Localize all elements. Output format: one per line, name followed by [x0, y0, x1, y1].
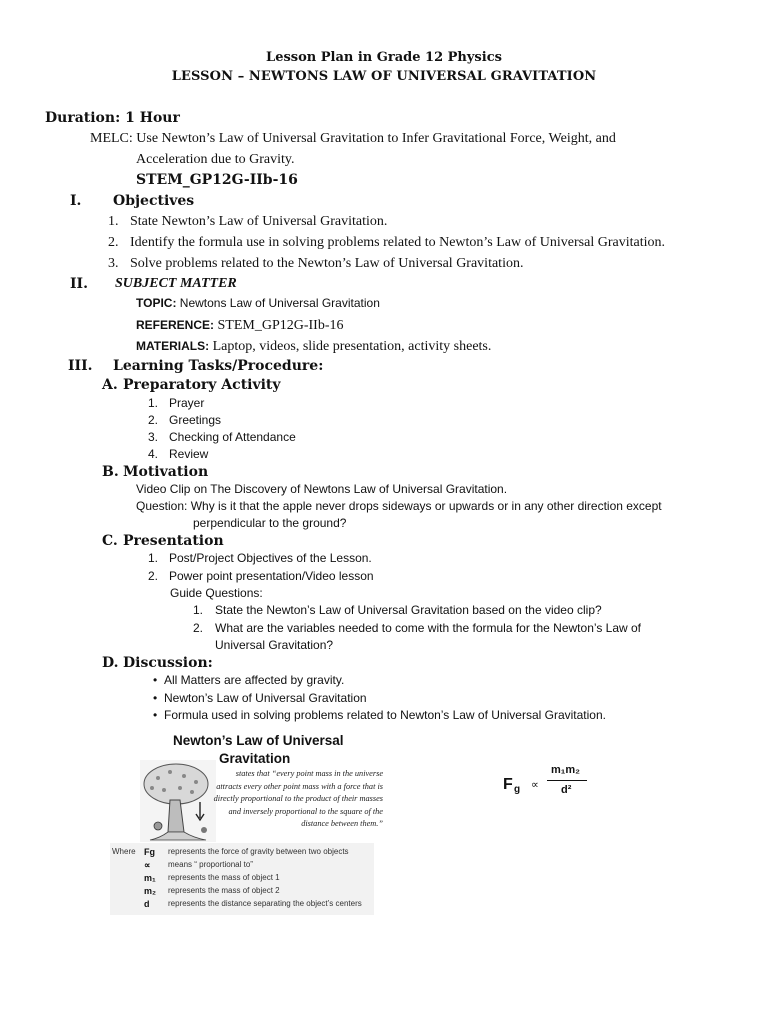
figure-title-line-2: Gravitation	[219, 751, 291, 766]
formula-denominator: d²	[561, 784, 572, 796]
bullet: •	[153, 708, 158, 722]
discussion-item: Formula used in solving problems related to Newton’s Law of Universal Gravitation.	[164, 708, 606, 722]
law-statement-quote: states that “every point mass in the universe attracts every other point mass with a force that is directly proportional to the product of their masses and inversely proportional to the square of the distance between them.”	[213, 769, 383, 829]
reference-label: REFERENCE:	[136, 318, 215, 332]
question-label: Question:	[136, 499, 188, 513]
melc-line-2: Acceleration due to Gravity.	[136, 152, 295, 167]
list-item: Checking of Attendance	[169, 430, 296, 444]
motivation-video: Video Clip on The Discovery of Newtons Law of Universal Gravitation.	[136, 482, 508, 496]
objective-item: Solve problems related to the Newton’s Law of Universal Gravitation.	[130, 256, 524, 271]
section-numeral-1: I.	[70, 193, 82, 209]
subsection-letter-a: A.	[102, 377, 118, 393]
subsection-letter-c: C.	[102, 533, 118, 549]
topic-value: Newtons Law of Universal Gravitation	[176, 296, 380, 310]
figure-title-line-1: Newton’s Law of Universal	[173, 733, 344, 748]
section-numeral-2: II.	[70, 276, 88, 292]
objective-item: Identify the formula use in solving problems related to Newton’s Law of Universal Gravitation.	[130, 235, 665, 250]
duration: Duration: 1 Hour	[45, 110, 180, 126]
topic-line	[136, 296, 380, 311]
list-number: 1.	[148, 396, 159, 410]
legend-symbol: Fg	[144, 847, 155, 857]
subject-matter-heading: SUBJECT MATTER	[115, 276, 237, 291]
objective-number: 3.	[108, 256, 119, 271]
formula-proportional: ∝	[531, 779, 539, 791]
subsection-letter-d: D.	[102, 655, 119, 671]
list-item: Post/Project Objectives of the Lesson.	[169, 551, 372, 565]
legend-symbol: m₂	[144, 886, 157, 896]
gravitation-formula	[503, 764, 595, 804]
question-line-1: Why is it that the apple never drops sideways or upwards or in any other direction except	[187, 499, 662, 513]
subsection-letter-b: B.	[102, 464, 119, 480]
preparatory-heading: Preparatory Activity	[123, 377, 281, 393]
reference-value: STEM_GP12G-IIb-16	[214, 318, 344, 333]
objectives-heading: Objectives	[113, 193, 195, 209]
list-item: Prayer	[169, 396, 205, 410]
materials-line	[136, 337, 491, 355]
list-number: 2.	[148, 413, 159, 427]
question-line-2: perpendicular to the ground?	[193, 516, 347, 530]
discussion-item: All Matters are affected by gravity.	[164, 673, 345, 687]
list-number: 1.	[148, 551, 159, 565]
melc-line-1: MELC: Use Newton’s Law of Universal Gravitation to Infer Gravitational Force, Weight, and	[90, 131, 616, 146]
document-title: Lesson Plan in Grade 12 Physics	[266, 50, 502, 65]
bullet: •	[153, 691, 158, 705]
bullet: •	[153, 673, 158, 687]
apple-tree-illustration	[140, 760, 216, 842]
motivation-heading: Motivation	[123, 464, 209, 480]
list-number: 3.	[148, 430, 159, 444]
guide-question-2-line-2: Universal Gravitation?	[215, 638, 334, 652]
legend-text: represents the mass of object 1	[168, 873, 280, 882]
objective-number: 2.	[108, 235, 119, 250]
reference-line	[136, 316, 344, 334]
list-item: Review	[169, 447, 209, 461]
lesson-title: LESSON – NEWTONS LAW OF UNIVERSAL GRAVITATION	[171, 69, 597, 84]
legend-text: means “ proportional to”	[168, 860, 253, 869]
legend-where: Where	[112, 847, 136, 856]
guide-questions-label: Guide Questions:	[170, 586, 263, 600]
formula-lhs: F	[503, 776, 513, 793]
melc-code: STEM_GP12G-IIb-16	[136, 172, 298, 188]
formula-numerator: m₁m₂	[551, 764, 580, 776]
discussion-item: Newton’s Law of Universal Gravitation	[164, 691, 367, 705]
guide-question-2-line-1: What are the variables needed to come with the formula for the Newton’s Law of	[215, 621, 642, 635]
list-item: Power point presentation/Video lesson	[169, 569, 374, 583]
objective-number: 1.	[108, 214, 119, 229]
guide-question-1: State the Newton’s Law of Universal Gravitation based on the video clip?	[215, 603, 602, 617]
learning-tasks-heading: Learning Tasks/Procedure:	[113, 358, 324, 374]
list-number: 4.	[148, 447, 159, 461]
presentation-heading: Presentation	[123, 533, 224, 549]
list-number: 2.	[193, 621, 204, 635]
list-number: 1.	[193, 603, 204, 617]
materials-label: MATERIALS:	[136, 339, 210, 353]
formula-lhs-subscript: g	[514, 784, 521, 795]
motivation-question	[136, 499, 662, 513]
legend-symbol: m₁	[144, 873, 156, 883]
fraction-bar	[547, 780, 587, 781]
legend-symbol: ∝	[144, 860, 151, 870]
legend-text: represents the force of gravity between two objects	[168, 847, 349, 856]
discussion-heading: Discussion:	[123, 655, 213, 671]
section-numeral-3: III.	[68, 358, 93, 374]
list-number: 2.	[148, 569, 159, 583]
topic-label: TOPIC:	[136, 296, 177, 310]
objective-item: State Newton’s Law of Universal Gravitation.	[130, 214, 388, 229]
materials-value: Laptop, videos, slide presentation, activity sheets.	[209, 339, 492, 354]
legend-symbol: d	[144, 899, 150, 909]
legend-text: represents the distance separating the object’s centers	[168, 899, 362, 908]
list-item: Greetings	[169, 413, 222, 427]
formula-legend	[110, 843, 374, 915]
legend-text: represents the mass of object 2	[168, 886, 280, 895]
